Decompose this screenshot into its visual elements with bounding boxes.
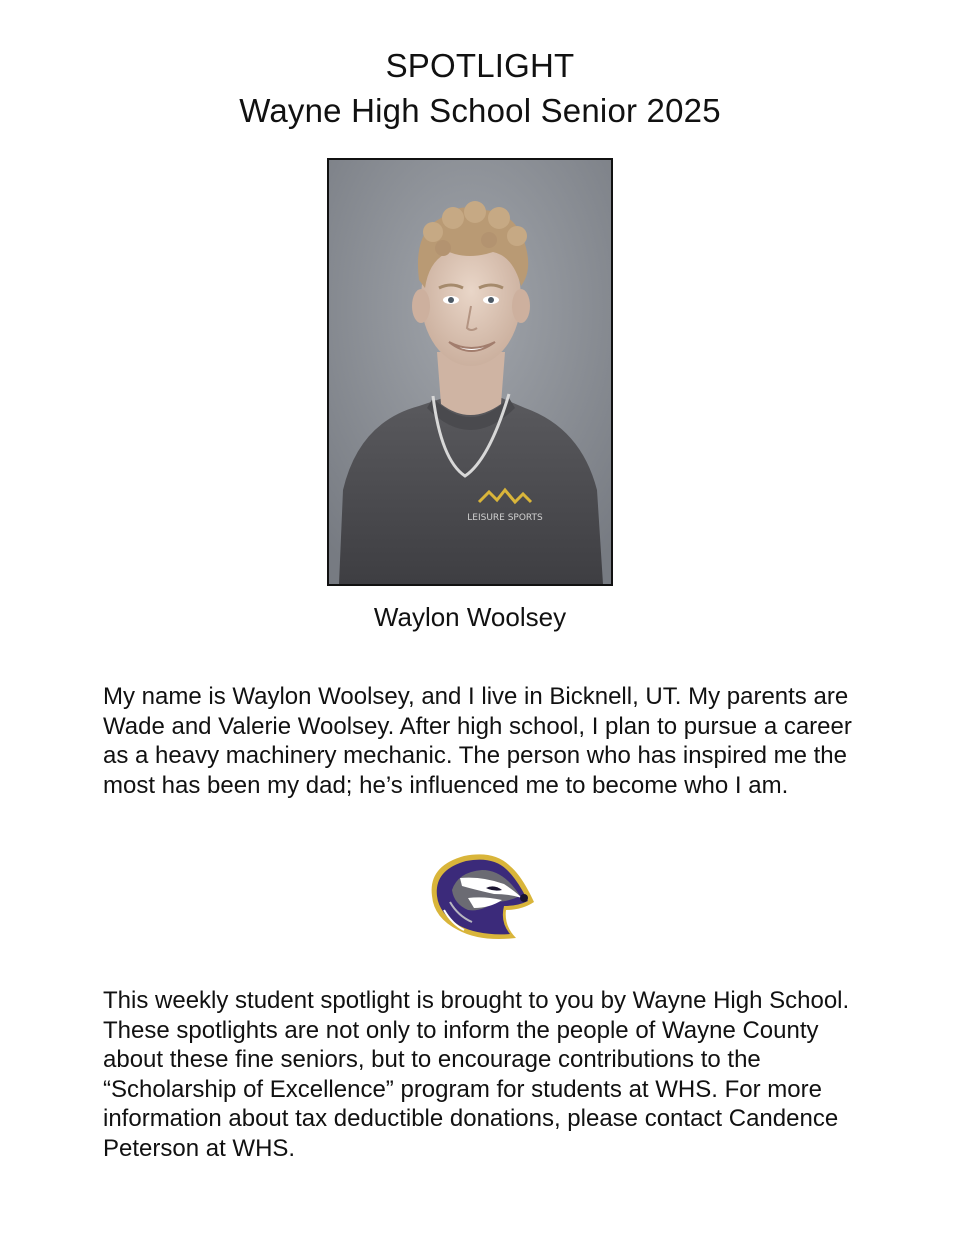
school-logo: [424, 850, 536, 942]
spotlight-header: [0, 44, 960, 134]
footer-note: This weekly student spotlight is brought to you by Wayne High School. These spotlights are not only to inform the people of Wayne County about these fine seniors, but to encourage contributions to the “Scholarship of Excellence” program for students at WHS. For more information about tax deductible donations, please contact Candence Peterson at WHS.: [103, 987, 850, 1162]
page-subtitle: Wayne High School Senior 2025: [239, 92, 721, 129]
shirt-logo-text: LEISURE SPORTS: [467, 513, 543, 523]
student-name-caption: Waylon Woolsey: [373, 602, 567, 632]
student-portrait-icon: [329, 160, 611, 584]
page-title: SPOTLIGHT: [385, 47, 575, 84]
badger-mascot-icon: [424, 850, 536, 942]
student-bio: My name is Waylon Woolsey, and I live in Bicknell, UT. My parents are Wade and Valerie Woolsey. After high school, I plan to pursue a career as a heavy machinery mechanic. The person who has inspired me the most has been my dad; he’s influenced me to become who I am.: [103, 683, 852, 799]
student-photo: [327, 158, 613, 586]
